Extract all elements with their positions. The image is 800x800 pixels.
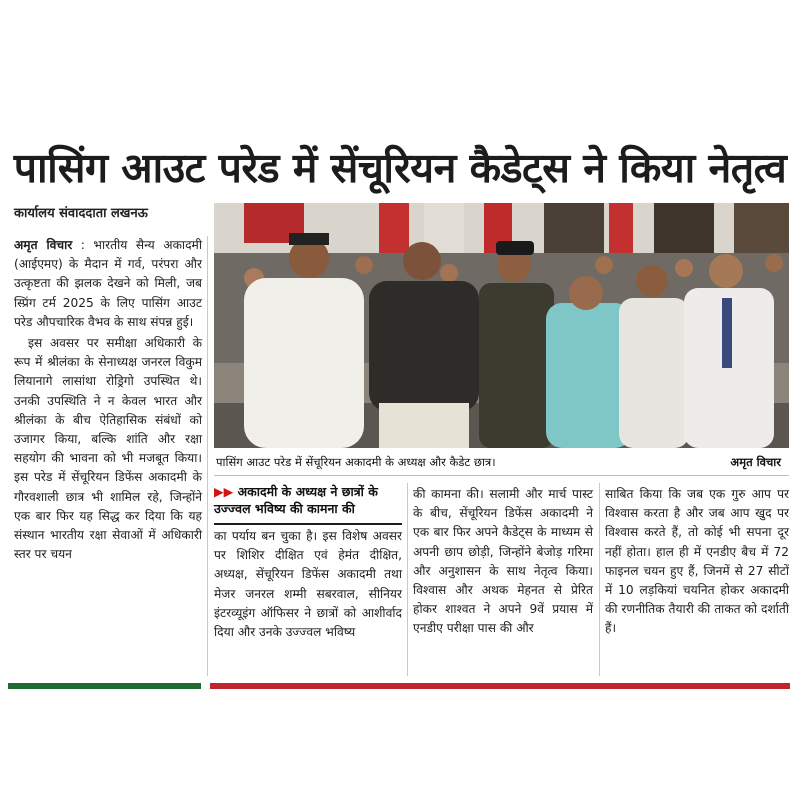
article-column-3 (413, 485, 593, 675)
lead-label: अमृत विचार (14, 238, 73, 252)
photo-caption-bar (214, 449, 789, 476)
byline: कार्यालय संवाददाता लखनऊ (14, 206, 148, 221)
article-column-2 (214, 527, 402, 677)
column-3-text: की कामना की। सलामी और मार्च पास्ट के बीच, सेंचूरियन डिफेंस अकादमी ने एक बार फिर अपने कैडेट्स के माध्यम से अपनी छाप छोड़ी, जिन्होंने बेजोड़ गरिमा और अनुशासन के साथ नेतृत्व किया। विश्वास और अथक मेहनत से प्रेरित होकर शाश्वत ने अपने 9वें प्रयास में एनडीए परीक्षा पास की और (413, 487, 593, 636)
paragraph-2: इस अवसर पर समीक्षा अधिकारी के रूप में श्रीलंका के सेनाध्यक्ष जनरल विकुम लियानागे लासांथा रोड्रिगो उपस्थित थे। उनकी उपस्थिति ने न केवल भारत और श्रीलंका के बीच ऐतिहासिक संबंधों को उजागर किया, बल्कि शांति और रक्षा सहयोग की भावना को भी मजबूत किया। इस परेड में सेंचूरियन डिफेंस अकादमी के गौरवशाली छात्र भी शामिल रहे, जिन्होंने एक बार फिर यह सिद्ध कर दिया कि यह संस्थान भारतीय रक्षा सेवाओं में अधिकारी स्तर पर चयन (14, 336, 202, 562)
column-divider (207, 236, 208, 676)
headline: पासिंग आउट परेड में सेंचूरियन कैडेट्स ने किया नेतृत्व (13, 144, 787, 192)
paragraph-1-text: भारतीय सैन्य अकादमी (आईएमए) के मैदान में गर्व, परंपरा और उत्कृष्टता की झलक देखने को मिली, जब स्प्रिंग टर्म 2025 के लिए पासिंग आउट परेड औपचारिक वैभव के साथ संपन्न हुई। (14, 238, 202, 329)
column-divider (407, 483, 408, 676)
subheading-rule (214, 523, 402, 525)
paragraph-1: अमृत विचार : भारतीय सैन्य अकादमी (आईएमए) के मैदान में गर्व, परंपरा और उत्कृष्टता की झलक देखने को मिली, जब स्प्रिंग टर्म 2025 के लिए पासिंग आउट परेड औपचारिक वैभव के साथ संपन्न हुई। (14, 238, 202, 329)
article-column-1 (14, 236, 202, 676)
column-4-text: साबित किया कि जब एक गुरु आप पर विश्वास करता है और जब आप खुद पर विश्वास करते हैं, तो कोई भी सपना दूर नहीं होता। हाल ही में एनडीए बैच में 72 फाइनल चयन हुए हैं, जिनमें से 27 सीटों में 10 लड़कियां चयनित होकर अकादमी की रणनीतिक तैयारी की ताकत को दर्शाती हैं। (605, 487, 789, 636)
article-column-4 (605, 485, 789, 675)
group-photo-illustration (214, 203, 789, 448)
subheading (214, 483, 402, 523)
double-arrow-icon: ▶▶ (214, 484, 234, 499)
footer-rule-red (210, 683, 790, 689)
subheading-text: अकादमी के अध्यक्ष ने छात्रों के उज्ज्वल भविष्य की कामना की (214, 484, 378, 516)
photo-credit: अमृत विचार (730, 455, 781, 469)
column-divider (599, 483, 600, 676)
photo-caption: पासिंग आउट परेड में सेंचूरियन अकादमी के अध्यक्ष और कैडेट छात्र। (216, 455, 496, 469)
footer-rule-green (8, 683, 201, 689)
news-photo (214, 203, 789, 448)
column-2-text: का पर्याय बन चुका है। इस विशेष अवसर पर शिशिर दीक्षित एवं हेमंत दीक्षित, अध्यक्ष, सेंचूरियन डिफेंस अकादमी तथा मेजर जनरल शम्मी सबरवाल, सीनियर इंटरव्यूइंग ऑफिसर ने छात्रों को आशीर्वाद दिया और उनके उज्ज्वल भविष्य (214, 529, 402, 640)
